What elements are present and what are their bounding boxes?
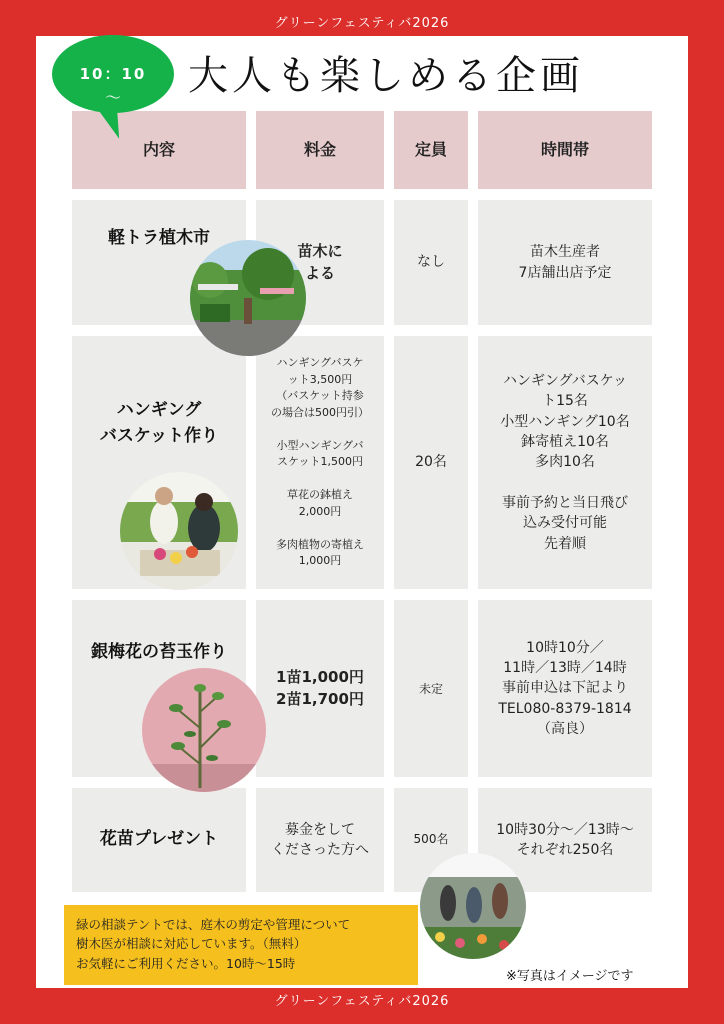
photo-disclaimer: ※写真はイメージです bbox=[506, 969, 634, 984]
header-price: 料金 bbox=[256, 111, 384, 189]
row3-capacity: 未定 bbox=[394, 600, 468, 777]
row1-price: 苗木に よる bbox=[256, 200, 384, 325]
row3-price: 1苗1,000円 2苗1,700円 bbox=[256, 600, 384, 777]
row2-time: ハンギングバスケッ ト15名 小型ハンギング10名 鉢寄植え10名 多肉10名 事前予約と当日飛び 込み受付可能 先着順 bbox=[478, 336, 652, 589]
row4-price: 募金をして くださった方へ bbox=[256, 788, 384, 892]
row1-name: 軽トラ植木市 bbox=[108, 228, 210, 248]
row3-name: 銀梅花の苔玉作り bbox=[91, 642, 227, 662]
myrtle-plant-photo bbox=[142, 668, 266, 792]
row1-time: 苗木生産者 7店舗出店予定 bbox=[478, 200, 652, 325]
row2-price: ハンギングバスケ ット3,500円 （バスケット持参 の場合は500円引） 小型ハンギングバ スケット1,500円 草花の鉢植え 2,000円 多肉植物の寄植え 1,000円 bbox=[256, 336, 384, 589]
page-title: 大人も楽しめる企画 bbox=[188, 53, 584, 99]
row1-capacity: なし bbox=[394, 200, 468, 325]
plant-market-photo bbox=[190, 240, 306, 356]
flower-seedling-tent-photo bbox=[420, 853, 526, 959]
row2-capacity: 20名 bbox=[394, 336, 468, 589]
header-time: 時間帯 bbox=[478, 111, 652, 189]
header-capacity: 定員 bbox=[394, 111, 468, 189]
row4-time: 10時30分〜／13時〜 それぞれ250名 bbox=[478, 788, 652, 892]
row4-name: 花苗プレゼント bbox=[99, 829, 219, 849]
festival-name-top: グリーンフェスティバ2026 bbox=[274, 16, 450, 31]
consultation-note: 緑の相談テントでは、庭木の剪定や管理について 樹木医が相談に対応しています。（無料） お気軽にご利用ください。10時〜15時 bbox=[64, 905, 418, 985]
header-content: 内容 bbox=[72, 111, 246, 189]
bubble-suffix: 〜 bbox=[104, 88, 121, 107]
bubble-time: 10：10 bbox=[79, 65, 147, 83]
workshop-photo bbox=[120, 472, 238, 590]
festival-name-bottom: グリーンフェスティバ2026 bbox=[274, 994, 450, 1009]
row3-time: 10時10分／ 11時／13時／14時 事前申込は下記より TEL080-8379-1814 （高良） bbox=[478, 600, 652, 777]
row4-capacity: 500名 bbox=[394, 788, 468, 892]
row2-name: ハンギング バスケット作り bbox=[99, 400, 219, 446]
time-speech-bubble bbox=[52, 35, 174, 113]
